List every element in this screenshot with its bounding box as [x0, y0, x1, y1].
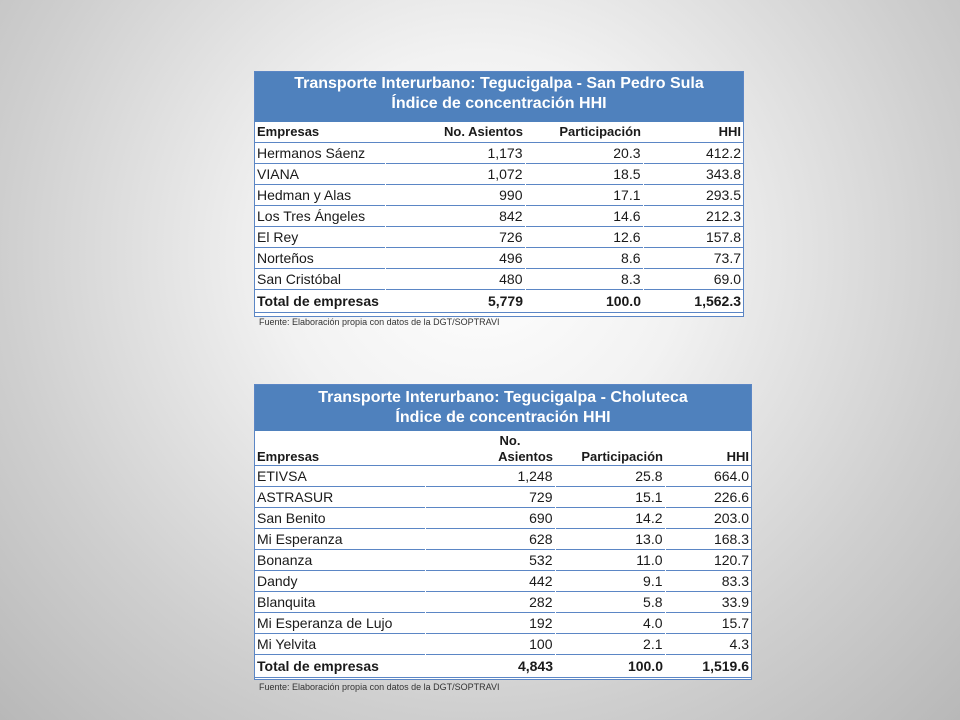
- cell-asientos: 442: [425, 571, 555, 592]
- cell-empresa: Dandy: [255, 571, 425, 592]
- header-participacion: Participación: [581, 449, 663, 464]
- title-line-2: Índice de concentración HHI: [395, 409, 611, 426]
- table-row: [255, 248, 743, 269]
- cell-empresa: Los Tres Ángeles: [255, 206, 385, 227]
- title-line-1: Transporte Interurbano: Tegucigalpa - Choluteca: [318, 389, 688, 406]
- cell-hhi: 226.6: [665, 487, 751, 508]
- cell-participacion: 17.1: [525, 185, 643, 206]
- cell-asientos: 496: [385, 248, 525, 269]
- cell-asientos: 726: [385, 227, 525, 248]
- cell-asientos: 480: [385, 269, 525, 290]
- table-row: [255, 206, 743, 227]
- table-title: [255, 385, 751, 431]
- cell-empresa: Mi Esperanza: [255, 529, 425, 550]
- cell-empresa: Hermanos Sáenz: [255, 143, 385, 164]
- cell-asientos: 690: [425, 508, 555, 529]
- header-empresas: Empresas: [257, 449, 320, 464]
- cell-asientos: 990: [385, 185, 525, 206]
- table-row: [255, 634, 751, 655]
- table-row: [255, 185, 743, 206]
- cell-participacion: 20.3: [525, 143, 643, 164]
- cell-asientos: 1,248: [425, 466, 555, 487]
- header-row: [255, 122, 743, 143]
- header-asientos-line-1: No.: [499, 433, 521, 448]
- table-row: [255, 592, 751, 613]
- header-hhi: HHI: [718, 124, 741, 139]
- source-note: Fuente: Elaboración propia con datos de la DGT/SOPTRAVI: [255, 677, 751, 693]
- cell-participacion: 14.2: [555, 508, 665, 529]
- cell-participacion: 8.6: [525, 248, 643, 269]
- table-row: [255, 227, 743, 248]
- hhi-table: [255, 122, 743, 312]
- cell-participacion: 18.5: [525, 164, 643, 185]
- cell-asientos: 192: [425, 613, 555, 634]
- cell-participacion: 2.1: [555, 634, 665, 655]
- total-asientos: 4,843: [425, 655, 555, 678]
- cell-empresa: San Benito: [255, 508, 425, 529]
- header-asientos-line-2: Asientos: [498, 449, 553, 464]
- table-choluteca: [254, 384, 752, 692]
- cell-participacion: 25.8: [555, 466, 665, 487]
- cell-empresa: San Cristóbal: [255, 269, 385, 290]
- cell-hhi: 412.2: [643, 143, 743, 164]
- header-hhi: HHI: [726, 449, 749, 464]
- title-line-1: Transporte Interurbano: Tegucigalpa - San Pedro Sula: [294, 75, 704, 92]
- header-empresas: Empresas: [257, 124, 320, 139]
- table-title: [255, 72, 743, 122]
- table-row: [255, 269, 743, 290]
- table-row: [255, 164, 743, 185]
- cell-hhi: 157.8: [643, 227, 743, 248]
- total-participacion: 100.0: [555, 655, 665, 678]
- cell-hhi: 83.3: [665, 571, 751, 592]
- cell-empresa: Mi Esperanza de Lujo: [255, 613, 425, 634]
- cell-hhi: 33.9: [665, 592, 751, 613]
- header-row: [255, 431, 751, 466]
- cell-empresa: El Rey: [255, 227, 385, 248]
- cell-asientos: 100: [425, 634, 555, 655]
- header-asientos: No. Asientos: [444, 124, 523, 139]
- cell-participacion: 11.0: [555, 550, 665, 571]
- source-note: Fuente: Elaboración propia con datos de la DGT/SOPTRAVI: [255, 312, 743, 328]
- table-row: [255, 529, 751, 550]
- table-san-pedro-sula: [254, 71, 744, 327]
- cell-empresa: ASTRASUR: [255, 487, 425, 508]
- total-hhi: 1,519.6: [665, 655, 751, 678]
- total-row: [255, 655, 751, 678]
- cell-asientos: 628: [425, 529, 555, 550]
- cell-participacion: 9.1: [555, 571, 665, 592]
- cell-hhi: 212.3: [643, 206, 743, 227]
- cell-empresa: Blanquita: [255, 592, 425, 613]
- cell-asientos: 842: [385, 206, 525, 227]
- cell-participacion: 8.3: [525, 269, 643, 290]
- cell-hhi: 69.0: [643, 269, 743, 290]
- header-participacion: Participación: [559, 124, 641, 139]
- cell-participacion: 14.6: [525, 206, 643, 227]
- cell-empresa: Mi Yelvita: [255, 634, 425, 655]
- hhi-table: [255, 431, 751, 677]
- cell-participacion: 13.0: [555, 529, 665, 550]
- cell-participacion: 4.0: [555, 613, 665, 634]
- cell-empresa: ETIVSA: [255, 466, 425, 487]
- cell-hhi: 343.8: [643, 164, 743, 185]
- cell-asientos: 532: [425, 550, 555, 571]
- cell-hhi: 203.0: [665, 508, 751, 529]
- cell-hhi: 73.7: [643, 248, 743, 269]
- cell-hhi: 664.0: [665, 466, 751, 487]
- cell-hhi: 120.7: [665, 550, 751, 571]
- cell-hhi: 293.5: [643, 185, 743, 206]
- table-row: [255, 466, 751, 487]
- total-row: [255, 290, 743, 313]
- table-row: [255, 487, 751, 508]
- cell-empresa: Hedman y Alas: [255, 185, 385, 206]
- cell-asientos: 1,173: [385, 143, 525, 164]
- header-asientos: [425, 431, 555, 466]
- cell-empresa: Bonanza: [255, 550, 425, 571]
- cell-participacion: 15.1: [555, 487, 665, 508]
- total-label: Total de empresas: [255, 655, 425, 678]
- table-row: [255, 550, 751, 571]
- cell-empresa: VIANA: [255, 164, 385, 185]
- table-row: [255, 508, 751, 529]
- cell-hhi: 4.3: [665, 634, 751, 655]
- table-row: [255, 571, 751, 592]
- total-asientos: 5,779: [385, 290, 525, 313]
- cell-asientos: 1,072: [385, 164, 525, 185]
- cell-asientos: 282: [425, 592, 555, 613]
- total-hhi: 1,562.3: [643, 290, 743, 313]
- total-participacion: 100.0: [525, 290, 643, 313]
- title-line-2: Índice de concentración HHI: [391, 95, 607, 112]
- cell-hhi: 15.7: [665, 613, 751, 634]
- cell-participacion: 5.8: [555, 592, 665, 613]
- cell-empresa: Norteños: [255, 248, 385, 269]
- cell-hhi: 168.3: [665, 529, 751, 550]
- total-label: Total de empresas: [255, 290, 385, 313]
- table-row: [255, 613, 751, 634]
- table-row: [255, 143, 743, 164]
- cell-asientos: 729: [425, 487, 555, 508]
- cell-participacion: 12.6: [525, 227, 643, 248]
